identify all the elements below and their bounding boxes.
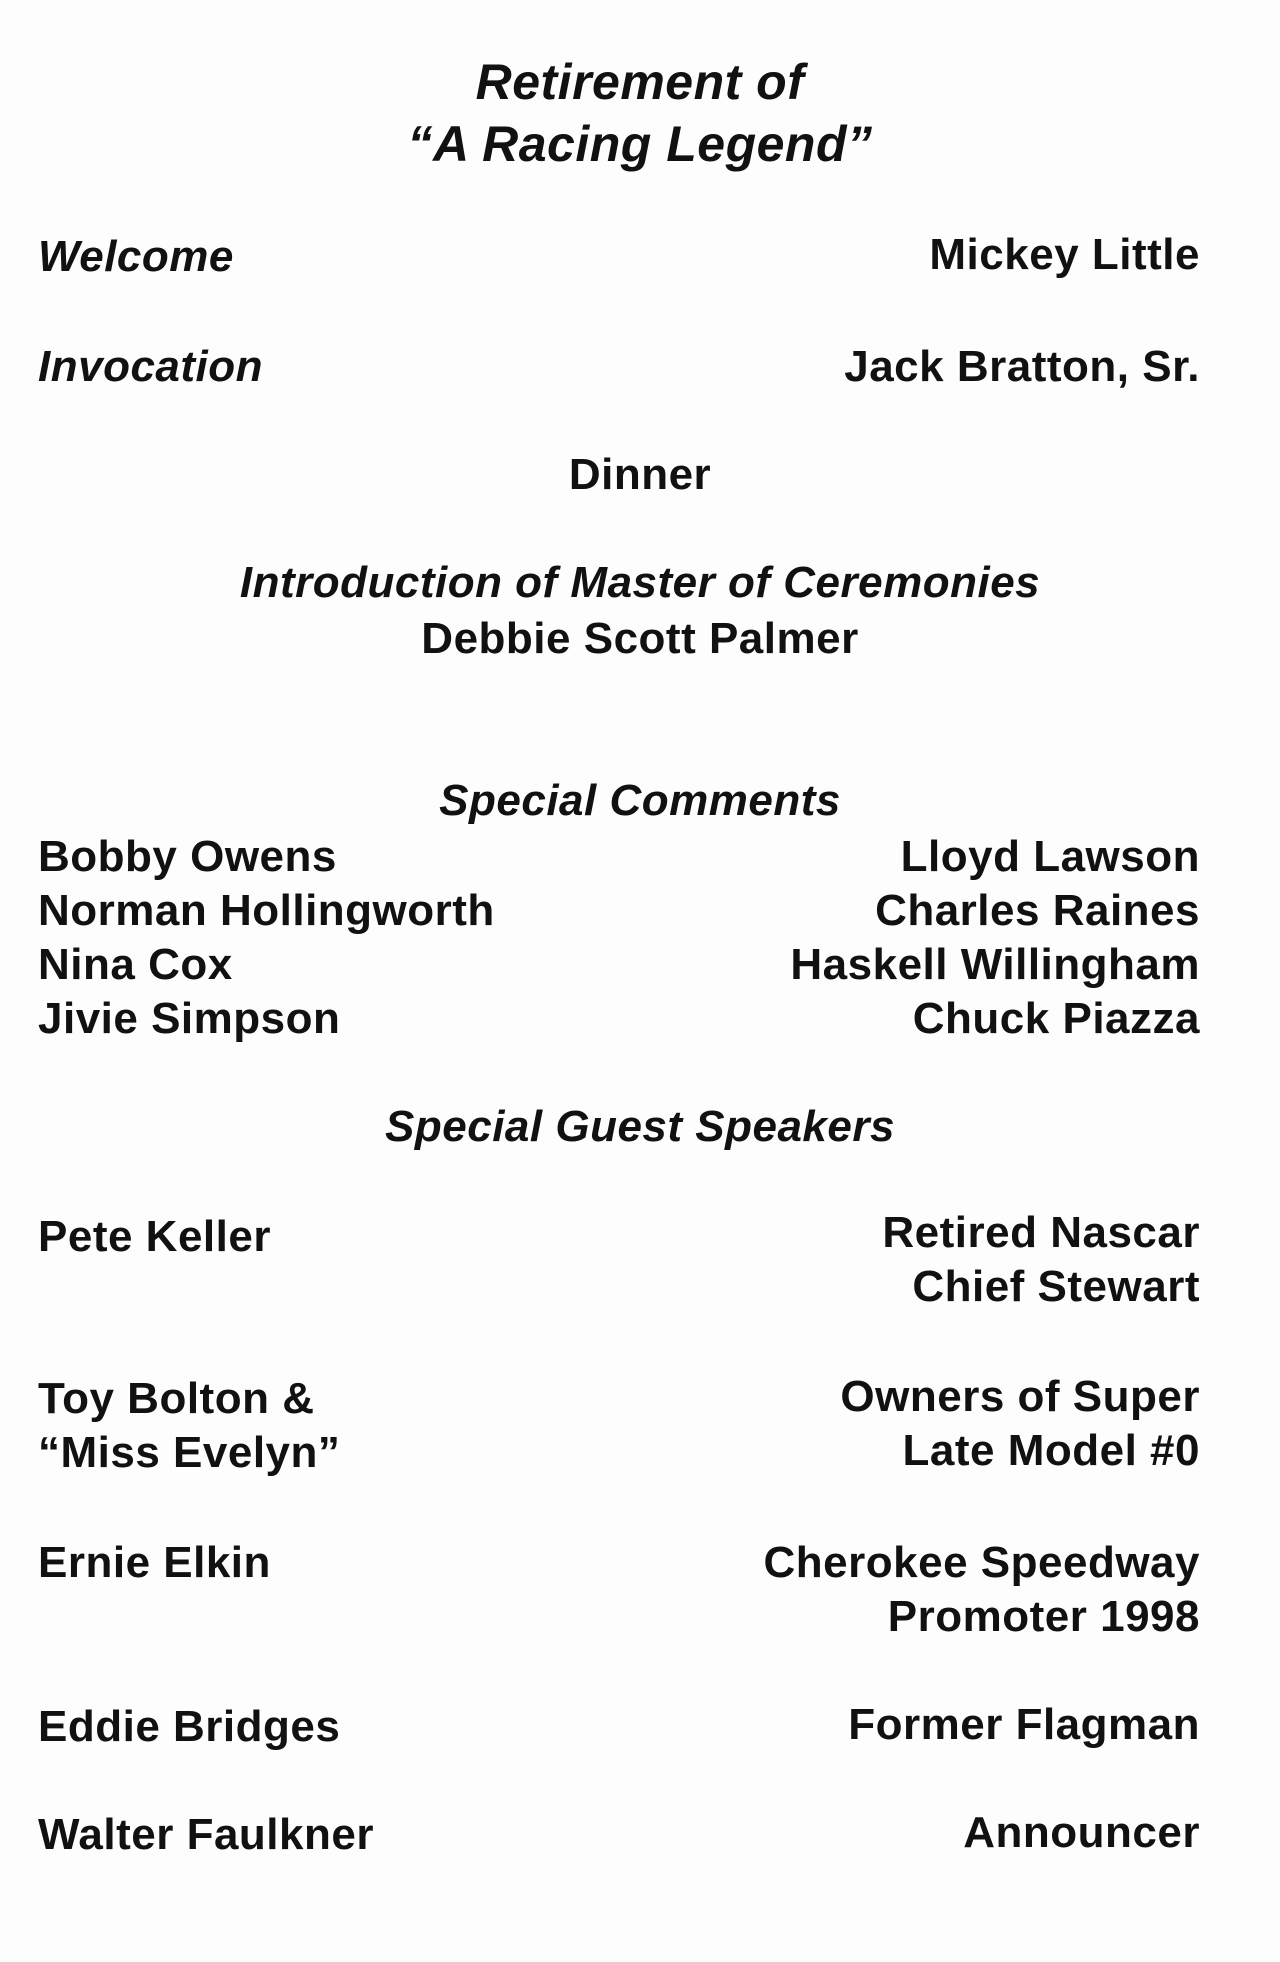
comment-right-1: Lloyd Lawson: [900, 832, 1200, 881]
speaker-4-role: Former Flagman: [848, 1700, 1200, 1749]
intro-mc-label: Introduction of Master of Ceremonies: [239, 558, 1041, 607]
intro-mc-person: Debbie Scott Palmer: [421, 614, 859, 663]
comment-left-4: Jivie Simpson: [38, 994, 341, 1043]
comment-right-2: Charles Raines: [875, 886, 1200, 935]
title-line-1: Retirement of: [475, 54, 805, 110]
speaker-1-role-line-2: Chief Stewart: [912, 1262, 1200, 1311]
special-comments-heading: Special Comments: [439, 776, 841, 825]
dinner-label: Dinner: [568, 450, 712, 499]
speaker-1-role-line-1: Retired Nascar: [882, 1208, 1200, 1257]
speaker-5-role: Announcer: [963, 1808, 1200, 1857]
speaker-1-name: Pete Keller: [38, 1212, 271, 1261]
invocation-person: Jack Bratton, Sr.: [844, 342, 1200, 391]
speaker-2-role-line-2: Late Model #0: [902, 1426, 1200, 1475]
comment-left-3: Nina Cox: [38, 940, 233, 989]
welcome-label: Welcome: [38, 232, 234, 281]
comment-right-3: Haskell Willingham: [790, 940, 1200, 989]
speaker-3-role-line-2: Promoter 1998: [887, 1592, 1200, 1641]
speaker-2-name-line-2: “Miss Evelyn”: [38, 1428, 341, 1477]
invocation-label: Invocation: [38, 342, 264, 391]
comment-right-4: Chuck Piazza: [912, 994, 1200, 1043]
speaker-3-role-line-1: Cherokee Speedway: [763, 1538, 1200, 1587]
speaker-5-name: Walter Faulkner: [38, 1810, 374, 1859]
title-line-2: “A Racing Legend”: [407, 116, 873, 172]
speaker-2-role-line-1: Owners of Super: [840, 1372, 1200, 1421]
speaker-3-name: Ernie Elkin: [38, 1538, 271, 1587]
speaker-4-name: Eddie Bridges: [38, 1702, 341, 1751]
comment-left-2: Norman Hollingworth: [38, 886, 495, 935]
speaker-2-name-line-1: Toy Bolton &: [38, 1374, 315, 1423]
comment-left-1: Bobby Owens: [38, 832, 337, 881]
welcome-person: Mickey Little: [929, 230, 1200, 279]
guest-speakers-heading: Special Guest Speakers: [385, 1102, 895, 1151]
